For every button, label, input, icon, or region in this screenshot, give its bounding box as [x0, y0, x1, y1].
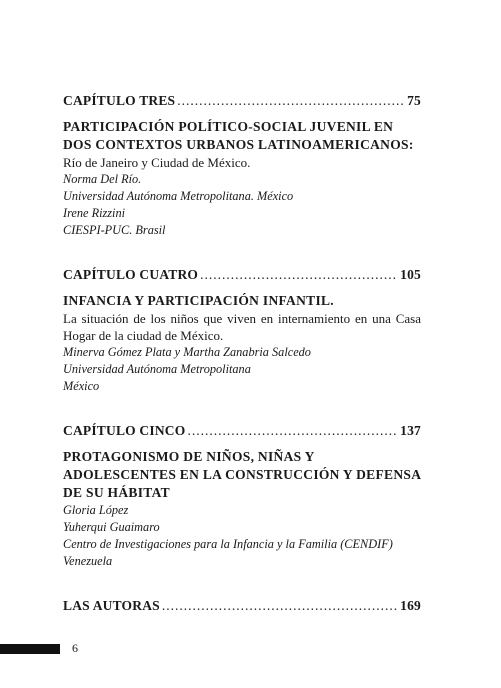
chapter-page: 137 [400, 423, 421, 438]
authors-section [63, 596, 421, 616]
section-label: LAS AUTORAS [63, 598, 160, 613]
chapter-label: CAPÍTULO CUATRO [63, 267, 199, 282]
chapter-page: 105 [400, 267, 421, 282]
author-line: México [63, 379, 100, 393]
toc-line[interactable] [63, 265, 421, 285]
chapter-four [63, 265, 421, 395]
chapter-three [63, 91, 421, 239]
author-line: Centro de Investigaciones para la Infancia y la Familia (CENDIF) [63, 537, 393, 551]
toc-line[interactable] [63, 596, 421, 616]
dot-leader [200, 265, 398, 285]
chapter-title: PROTAGONISMO DE NIÑOS, NIÑAS Y ADOLESCENTES EN LA CONSTRUCCIÓN Y DEFENSA DE SU HÁBITAT [63, 449, 421, 500]
author-line: Venezuela [63, 554, 113, 568]
author-line: Gloria López [63, 503, 129, 517]
table-of-contents [63, 91, 421, 642]
author-line: Yuherqui Guaimaro [63, 520, 160, 534]
chapter-subtitle: Río de Janeiro y Ciudad de México. [63, 155, 251, 170]
author-line: Irene Rizzini [63, 206, 126, 220]
toc-line[interactable] [63, 421, 421, 441]
chapter-subtitle: La situación de los niños que viven en internamiento en una Casa Hogar de la ciudad de México. [63, 311, 421, 343]
author-line: Norma Del Río. [63, 172, 142, 186]
section-page: 169 [400, 598, 421, 613]
chapter-title: INFANCIA Y PARTICIPACIÓN INFANTIL. [63, 293, 334, 308]
dot-leader [187, 421, 398, 441]
dot-leader [177, 91, 405, 111]
dot-leader [162, 596, 398, 616]
chapter-label: CAPÍTULO TRES [63, 93, 176, 108]
author-line: Universidad Autónoma Metropolitana [63, 362, 251, 376]
chapter-page: 75 [407, 93, 421, 108]
chapter-five [63, 421, 421, 570]
footer-bar [0, 644, 60, 654]
author-line: Minerva Gómez Plata y Martha Zanabria Salcedo [63, 345, 311, 359]
toc-line[interactable] [63, 91, 421, 111]
author-line: CIESPI-PUC. Brasil [63, 223, 166, 237]
chapter-title: PARTICIPACIÓN POLÍTICO-SOCIAL JUVENIL EN DOS CONTEXTOS URBANOS LATINOAMERICANOS: [63, 119, 414, 152]
page-number: 6 [72, 641, 78, 655]
chapter-label: CAPÍTULO CINCO [63, 423, 186, 438]
author-line: Universidad Autónoma Metropolitana. México [63, 189, 294, 203]
